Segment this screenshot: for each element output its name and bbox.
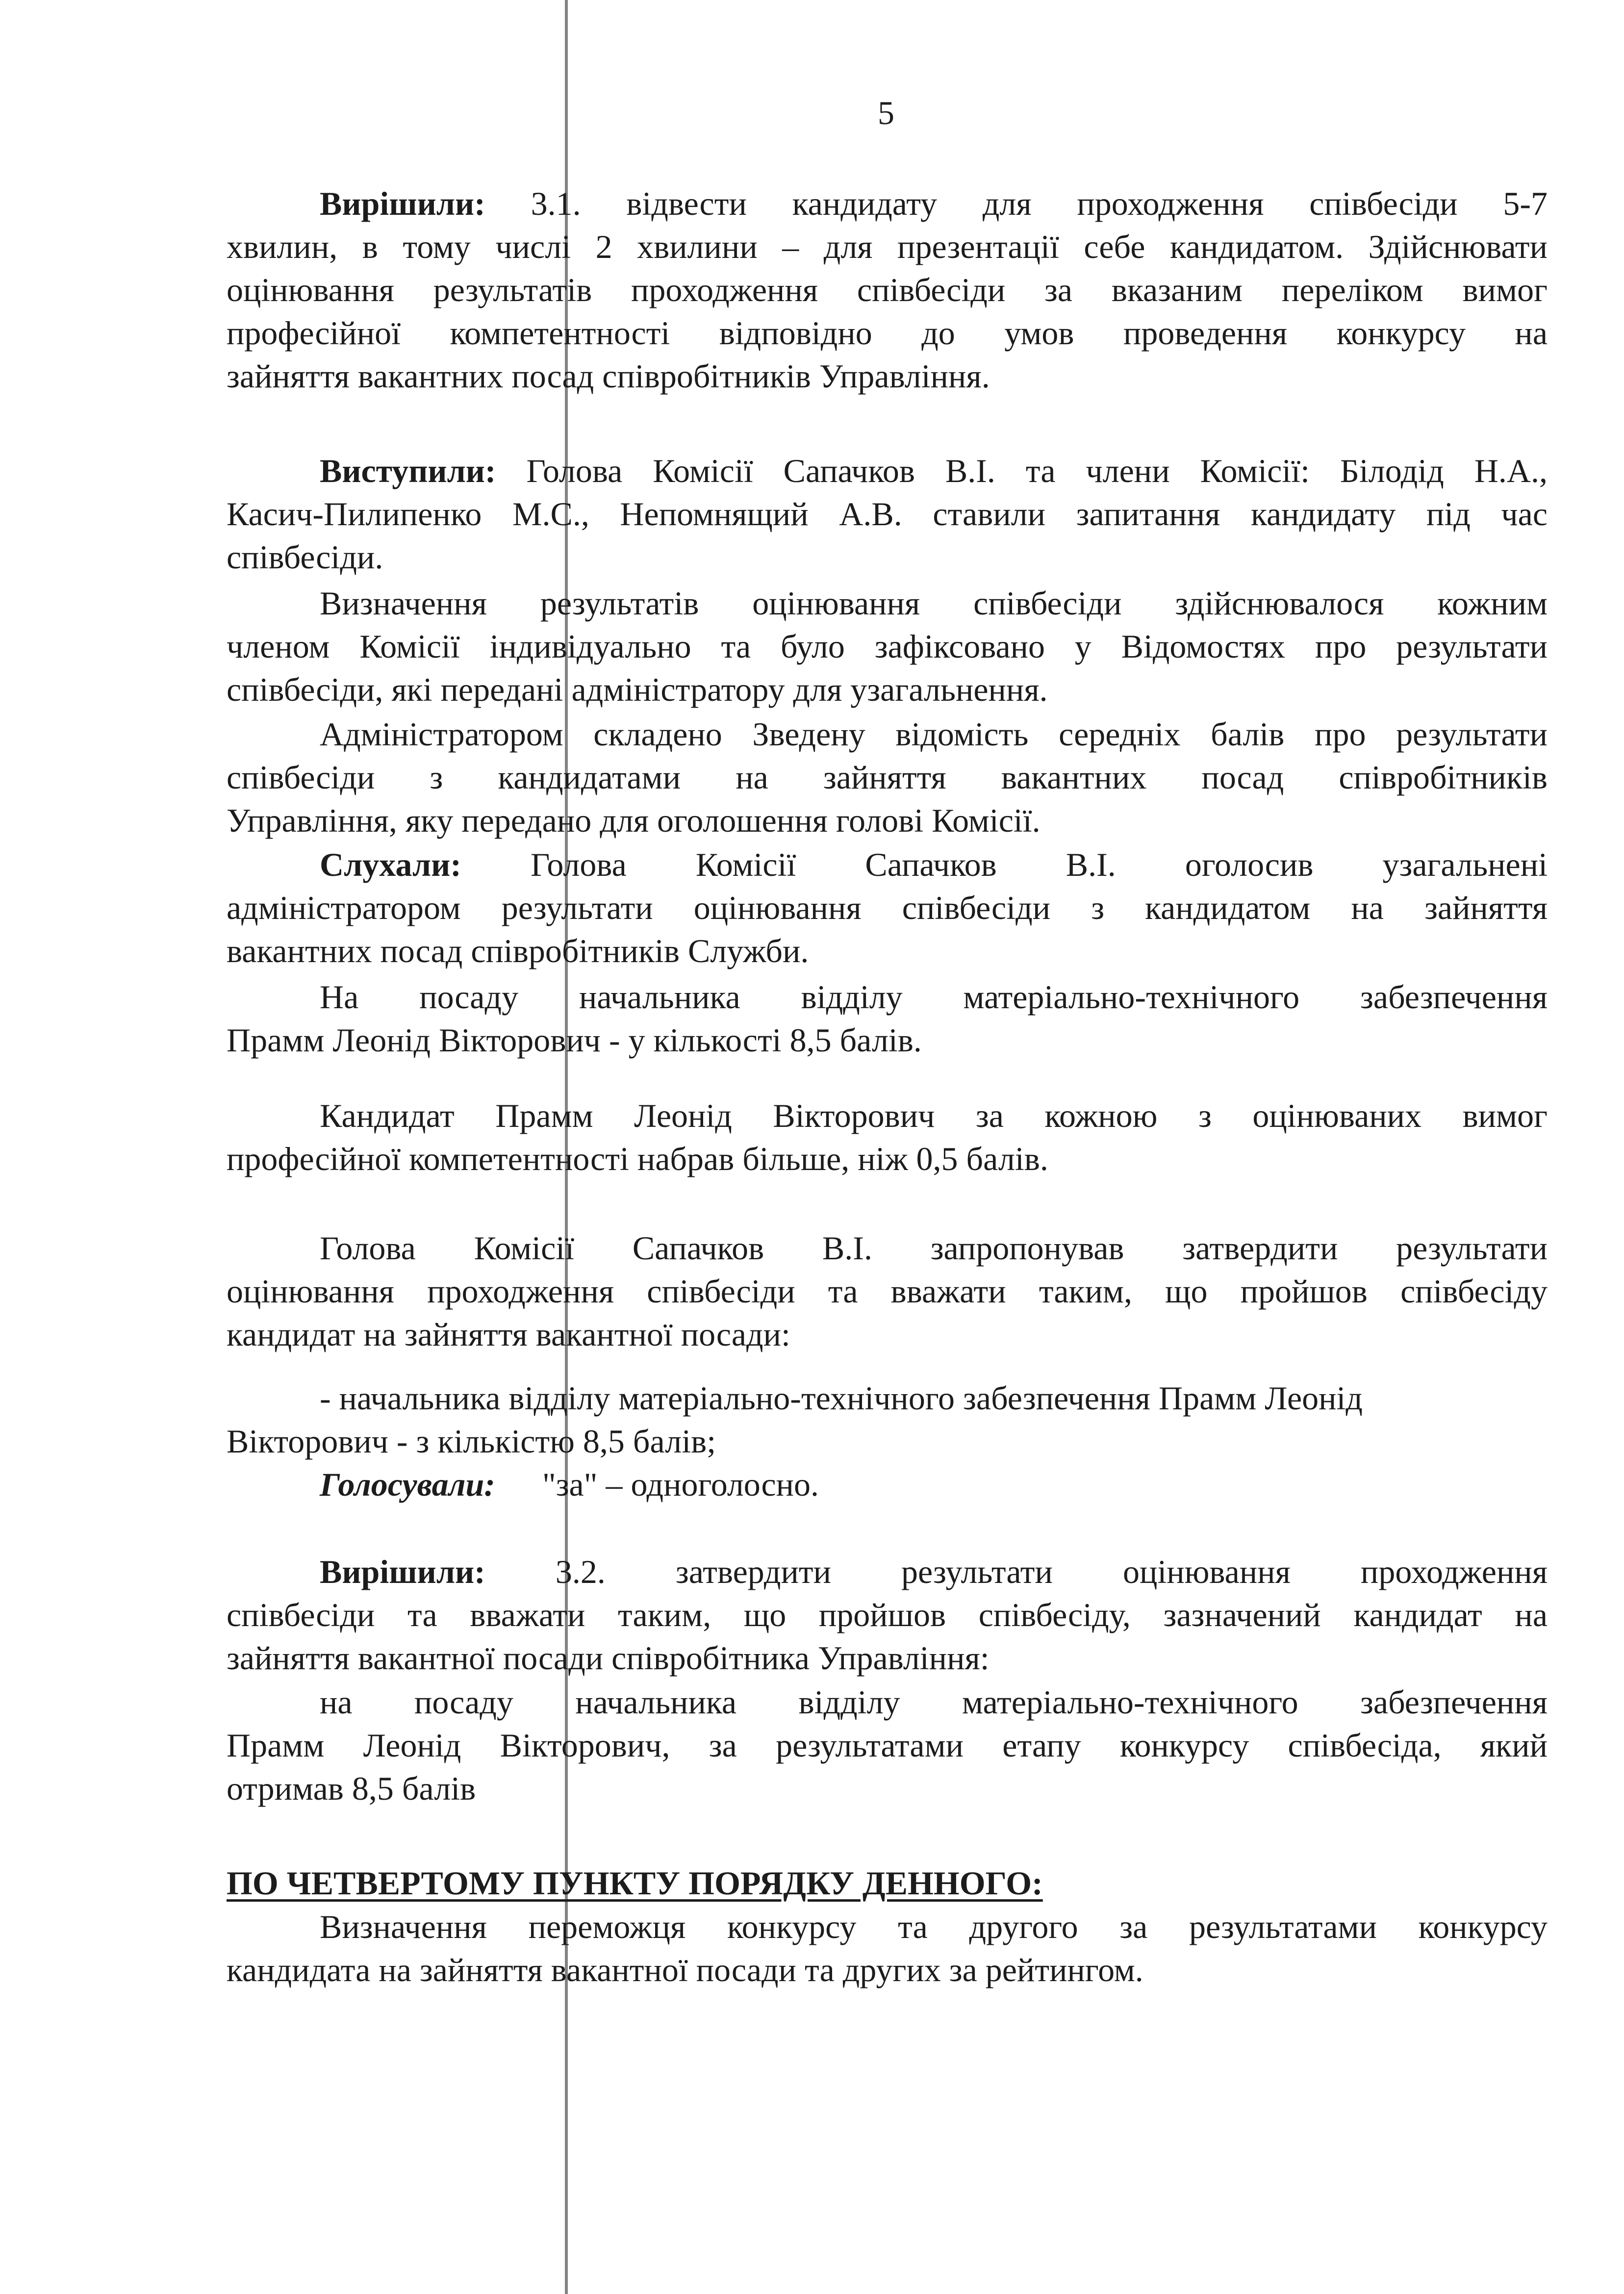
proposal-line-3: кандидат на зайняття вакантної посади: [227, 1316, 790, 1353]
decided-1-line-2: хвилин, в тому числі 2 хвилини – для презентації себе кандидатом. Здійснювати [227, 228, 1548, 265]
determination-line-1: Визначення результатів оцінювання співбесіди здійснювалося кожним [320, 585, 1548, 622]
heard-line-3: вакантних посад співробітників Служби. [227, 932, 809, 969]
spoke-line-1 [320, 449, 1548, 493]
decided-2-line-3: зайняття вакантної посади співробітника Управління: [227, 1639, 990, 1677]
heard-line-1 [320, 842, 1548, 887]
proposal-line-1: Голова Комісії Сапачков В.І. запропонував затвердити результати [320, 1229, 1548, 1267]
determination-line-3: співбесіди, які передані адміністратору для узагальнення. [227, 671, 1048, 708]
decided-1-line-1 [320, 181, 1548, 226]
position-2-line-3: отримав 8,5 балів [227, 1770, 476, 1807]
position-1-line-2: Прамм Леонід Вікторович - у кількості 8,5 балів. [227, 1021, 922, 1059]
voted-value: "за" – одноголосно. [542, 1466, 819, 1503]
section-4-heading: ПО ЧЕТВЕРТОМУ ПУНКТУ ПОРЯДКУ ДЕННОГО: [227, 1864, 1043, 1902]
decided-2-label: Вирішили: [320, 1553, 485, 1590]
section-4-line-1: Визначення переможця конкурсу та другого за результатами конкурсу [320, 1908, 1548, 1945]
spoke-line-2: Касич-Пилипенко М.С., Непомнящий А.В. ставили запитання кандидату під час [227, 495, 1548, 533]
heard-label: Слухали: [320, 846, 461, 883]
position-2-line-1: на посаду начальника відділу матеріально-технічного забезпечення [320, 1683, 1548, 1721]
section-4-heading-line [227, 1861, 1548, 1905]
administrator-line-2: співбесіди з кандидатами на зайняття вакантних посад співробітників [227, 759, 1548, 796]
spoke-label: Виступили: [320, 452, 496, 489]
decided-2-line-1 [320, 1550, 1548, 1594]
voted-line [320, 1462, 1548, 1506]
bullet-line-2: Вікторович - з кількістю 8,5 балів; [227, 1423, 716, 1460]
section-4-line-2: кандидата на зайняття вакантної посади та других за рейтингом. [227, 1951, 1143, 1988]
administrator-line-1: Адміністратором складено Зведену відомість середніх балів про результати [320, 715, 1548, 753]
administrator-line-3: Управління, яку передано для оголошення голові Комісії. [227, 802, 1040, 839]
decided-1-line-4: професійної компетентності відповідно до умов проведення конкурсу на [227, 314, 1548, 352]
position-1-line-1: На посаду начальника відділу матеріально-технічного забезпечення [320, 978, 1548, 1016]
determination-line-2: членом Комісії індивідуально та було зафіксовано у Відомостях про результати [227, 628, 1548, 665]
voted-label: Голосували: [320, 1466, 495, 1503]
spoke-text-1: Голова Комісії Сапачков В.І. та члени Комісії: Білодід Н.А., [526, 452, 1548, 489]
heard-line-2: адміністратором результати оцінювання співбесіди з кандидатом на зайняття [227, 889, 1548, 926]
page-number: 5 [878, 94, 894, 131]
decided-1-line-5: зайняття вакантних посад співробітників Управління. [227, 357, 990, 395]
position-2-line-2: Прамм Леонід Вікторович, за результатами етапу конкурсу співбесіда, який [227, 1727, 1548, 1764]
proposal-line-2: оцінювання проходження співбесіди та вважати таким, що пройшов співбесіду [227, 1273, 1548, 1310]
decided-1-label: Вирішили: [320, 185, 485, 222]
bullet-line-1: - начальника відділу матеріально-технічного забезпечення Прамм Леонід [320, 1379, 1363, 1417]
decided-2-line-2: співбесіди та вважати таким, що пройшов співбесіду, зазначений кандидат на [227, 1596, 1548, 1633]
decided-2-text-1: 3.2. затвердити результати оцінювання проходження [555, 1553, 1548, 1590]
candidate-line-2: професійної компетентності набрав більше, ніж 0,5 балів. [227, 1140, 1048, 1177]
decided-1-text-1: 3.1. відвести кандидату для проходження співбесіди 5-7 [531, 185, 1548, 222]
decided-1-line-3: оцінювання результатів проходження співбесіди за вказаним переліком вимог [227, 271, 1548, 308]
heard-text-1: Голова Комісії Сапачков В.І. оголосив узагальнені [530, 846, 1548, 883]
spoke-line-3: співбесіди. [227, 538, 383, 576]
candidate-line-1: Кандидат Прамм Леонід Вікторович за кожною з оцінюваних вимог [320, 1097, 1548, 1134]
